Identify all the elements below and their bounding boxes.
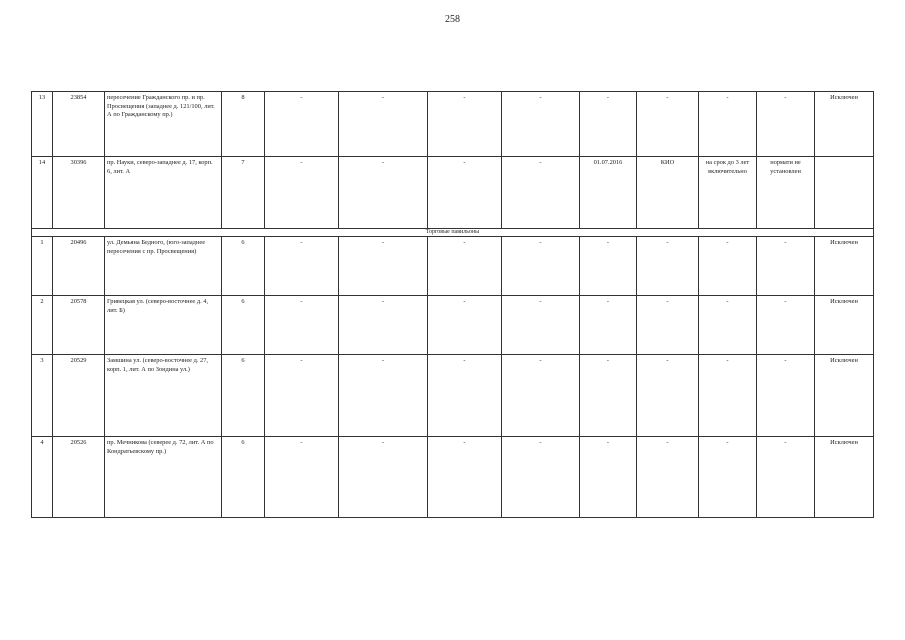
cell-c5: - [265,237,339,296]
cell-status: Исключен [815,355,874,437]
cell-c8: - [502,437,580,518]
cell-id: 30396 [53,157,105,229]
cell-area: 6 [222,437,265,518]
cell-status: Исключен [815,437,874,518]
cell-num: 14 [32,157,53,229]
cell-c11: - [699,92,757,157]
cell-c7: - [428,296,502,355]
cell-c12: - [757,237,815,296]
cell-c11: - [699,355,757,437]
cell-c9: - [580,92,637,157]
cell-id: 20496 [53,237,105,296]
cell-c10: - [637,92,699,157]
cell-c10: - [637,237,699,296]
cell-c12: - [757,92,815,157]
cell-address: Гривецкая ул. (северо-восточнее д. 4, лит. Б) [105,296,222,355]
cell-c9: - [580,237,637,296]
cell-num: 1 [32,237,53,296]
cell-c12: - [757,296,815,355]
cell-c5: - [265,296,339,355]
cell-c8: - [502,92,580,157]
cell-area: 6 [222,355,265,437]
cell-num: 13 [32,92,53,157]
cell-area: 8 [222,92,265,157]
table-row [32,437,874,518]
cell-c8: - [502,237,580,296]
cell-c10: КИО [637,157,699,229]
cell-c7: - [428,437,502,518]
cell-c6: - [339,355,428,437]
cell-address: Замшина ул. (северо-восточнее д. 27, корп. 1, лит. А по Зондина ул.) [105,355,222,437]
cell-c6: - [339,157,428,229]
cell-c6: - [339,437,428,518]
cell-c12: - [757,437,815,518]
cell-id: 20529 [53,355,105,437]
cell-area: 7 [222,157,265,229]
cell-address: пр. Мечникова (северее д. 72, лит. А по Кондратьевскому пр.) [105,437,222,518]
cell-c5: - [265,355,339,437]
cell-c11: - [699,237,757,296]
table-row [32,355,874,437]
cell-num: 3 [32,355,53,437]
cell-c6: - [339,237,428,296]
cell-id: 20526 [53,437,105,518]
cell-c7: - [428,237,502,296]
table-row [32,157,874,229]
cell-area: 6 [222,296,265,355]
cell-c8: - [502,296,580,355]
table-row [32,296,874,355]
cell-c6: - [339,92,428,157]
cell-c7: - [428,157,502,229]
cell-status: Исключен [815,92,874,157]
objects-table [31,91,874,518]
cell-c12: нормати не установлен [757,157,815,229]
page-number: 258 [445,14,460,25]
cell-id: 23854 [53,92,105,157]
cell-address: ул. Демьяна Бедного, (юго-западнее пересечения с пр. Просвещения) [105,237,222,296]
cell-status: Исключен [815,296,874,355]
section-row [32,229,874,237]
cell-c9: - [580,296,637,355]
cell-status [815,157,874,229]
cell-c12: - [757,355,815,437]
cell-c5: - [265,437,339,518]
cell-c9: - [580,355,637,437]
cell-c11: - [699,296,757,355]
cell-c5: - [265,92,339,157]
cell-c10: - [637,296,699,355]
cell-c10: - [637,355,699,437]
cell-c6: - [339,296,428,355]
cell-address: пересечение Гражданского пр. и пр. Просвещения (западнее д. 121/100, лит. А по Гражданскому пр.) [105,92,222,157]
section-title: Торговые павильоны [32,229,874,237]
cell-c5: - [265,157,339,229]
cell-c9: - [580,437,637,518]
cell-c7: - [428,92,502,157]
cell-c10: - [637,437,699,518]
cell-num: 2 [32,296,53,355]
table-row [32,92,874,157]
cell-c11: на срок до 3 лет включительно [699,157,757,229]
cell-c7: - [428,355,502,437]
cell-address: пр. Науки, северо-западнее д. 17, корп. 6, лит. А [105,157,222,229]
cell-c9: 01.07.2016 [580,157,637,229]
cell-num: 4 [32,437,53,518]
table-row [32,237,874,296]
cell-c11: - [699,437,757,518]
cell-status: Исключен [815,237,874,296]
cell-area: 6 [222,237,265,296]
cell-c8: - [502,157,580,229]
cell-id: 20578 [53,296,105,355]
cell-c8: - [502,355,580,437]
